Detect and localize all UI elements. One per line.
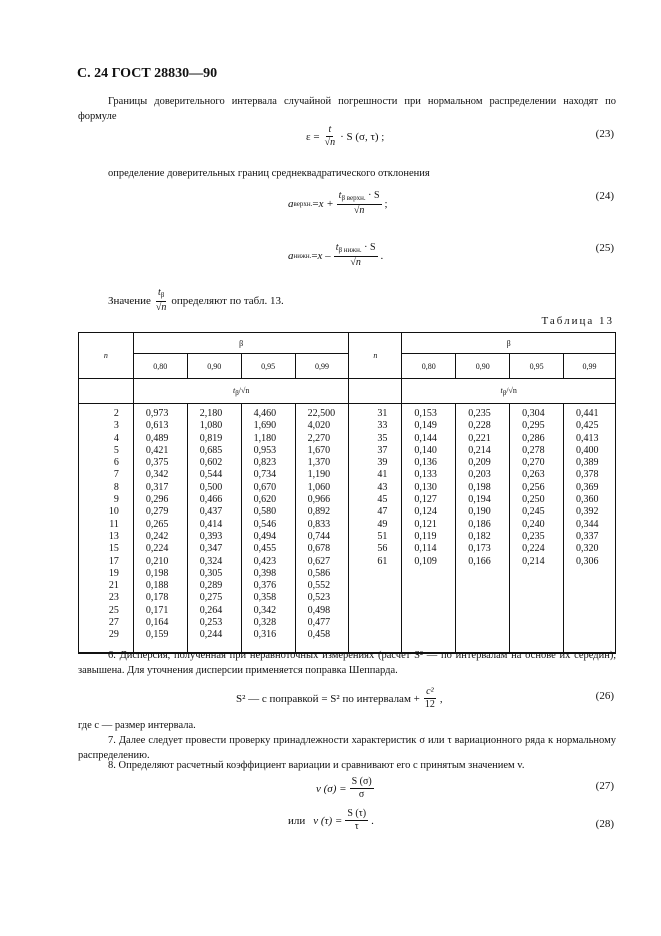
beta-header-left: β (133, 333, 349, 354)
formula-24 (288, 190, 388, 217)
column-099-right (564, 404, 616, 653)
formula-28-tail: . (371, 814, 374, 827)
table-cell: 2 (113, 408, 119, 419)
table-cell: 0,392 (576, 506, 599, 518)
table-cell: 0,190 (468, 506, 491, 518)
formula-27 (316, 776, 377, 801)
formula-25-numerator (334, 242, 378, 257)
formula-25-lhs: a (288, 249, 294, 262)
table-cell: 0,286 (522, 432, 545, 444)
table-cell: 0,734 (253, 469, 277, 481)
value-note-pre: Значение (108, 294, 151, 307)
table-cell: 19 (108, 567, 119, 579)
formula-25-x: x – (317, 249, 331, 262)
table-cell: 0,210 (145, 555, 169, 567)
table-cell: 0,214 (522, 555, 545, 567)
formula-23-fraction (323, 124, 338, 149)
table-cell: 0,375 (145, 457, 169, 469)
formula-26-numerator: c² (426, 686, 434, 697)
col-n-right: n (349, 333, 402, 379)
formula-26-fraction (423, 686, 437, 711)
table-cell: 0,186 (468, 518, 491, 530)
table-cell: 0,819 (199, 432, 223, 444)
beta-090-right: 0,90 (456, 354, 510, 379)
table-cell: 8 (113, 481, 119, 493)
n-subheader-right (349, 379, 402, 404)
table-cell: 0,296 (145, 494, 169, 506)
table-cell: 0,389 (576, 457, 599, 469)
table-cell: 0,823 (253, 457, 277, 469)
formula-25-tail: . (380, 249, 384, 262)
table-cell: 0,477 (307, 617, 331, 629)
table-cell: 5 (113, 444, 119, 456)
table-cell: 1,190 (307, 469, 331, 481)
formula-28 (288, 808, 374, 833)
formula-25-t: t (335, 242, 339, 253)
table-cell: 0,209 (468, 457, 491, 469)
table-cell: 0,347 (199, 543, 223, 555)
table-cell: 0,586 (307, 567, 331, 579)
table-cell: 1,060 (307, 481, 331, 493)
table-cell: 0,198 (145, 567, 169, 579)
table-cell: 1,370 (307, 457, 331, 469)
table-cell: 0,552 (307, 580, 331, 592)
table-cell: 0,242 (145, 530, 169, 542)
table-cell: 0,214 (468, 444, 491, 456)
table-cell: 0,627 (307, 555, 331, 567)
table-cell: 0,235 (468, 408, 491, 419)
ratio-t-left: t (232, 385, 236, 395)
paragraph-std-bounds: определение доверительных границ среднеквадратического отклонения (108, 168, 430, 179)
table-cell: 0,317 (145, 481, 169, 493)
table-cell: 0,328 (253, 617, 277, 629)
formula-28-numerator: S (τ) (347, 808, 367, 819)
paragraph-normality-check: 7. Далее следует провести проверку принадлежности характеристик σ или τ вариационного ряда к нормальному распределению. (78, 735, 616, 761)
formula-23 (306, 124, 384, 149)
table-cell: 0,685 (199, 444, 223, 456)
table-cell: 0,265 (145, 518, 169, 530)
table-cell: 13 (108, 530, 119, 542)
beta-095-left: 0,95 (241, 354, 295, 379)
table-cell: 0,342 (253, 604, 277, 616)
table-cell: 0,240 (522, 518, 545, 530)
table-cell: 21 (108, 580, 119, 592)
table-cell: 3 (113, 420, 119, 432)
ratio-beta-left: β (235, 388, 239, 397)
table-cell: 0,224 (522, 543, 545, 555)
formula-23-numerator: t (328, 124, 332, 135)
table-cell: 22,500 (307, 408, 336, 419)
table-cell: 0,306 (576, 555, 599, 567)
table-cell: 0,114 (414, 543, 437, 555)
table-cell: 56 (377, 543, 388, 555)
value-note-denominator: √n (155, 302, 167, 313)
table-cell: 0,182 (468, 530, 491, 542)
formula-24-numerator (337, 190, 382, 205)
formula-25-fraction (334, 242, 378, 269)
ratio-beta-right: β (502, 388, 507, 397)
table-cell: 0,221 (468, 432, 491, 444)
table-cell: 0,253 (199, 617, 223, 629)
beta-095-right: 0,95 (510, 354, 564, 379)
table-cell: 0,149 (414, 420, 437, 432)
table-cell: 41 (377, 469, 388, 481)
column-080-right (402, 404, 456, 653)
table-cell: 0,140 (414, 444, 437, 456)
table-cell: 0,224 (145, 543, 169, 555)
table-cell: 2,270 (307, 432, 331, 444)
table-cell: 17 (108, 555, 119, 567)
table-cell: 0,393 (199, 530, 223, 542)
formula-25-denominator: √n (350, 257, 361, 268)
table-cell: 4 (113, 432, 119, 444)
table-cell: 1,180 (253, 432, 277, 444)
paragraph-variation: 8. Определяют расчетный коэффициент вариации и сравнивают его с принятым значением v. (108, 760, 525, 771)
table-cell: 1,670 (307, 444, 331, 456)
col-n-left: n (79, 333, 134, 379)
table-cell: 0,376 (253, 580, 277, 592)
table-cell: 43 (377, 481, 388, 493)
table-cell: 0,620 (253, 494, 277, 506)
table-cell: 0,144 (414, 432, 437, 444)
table-cell: 23 (108, 592, 119, 604)
value-note-fraction (154, 287, 169, 314)
table-cell: 0,744 (307, 530, 331, 542)
table-cell: 4,020 (307, 420, 331, 432)
formula-28-pre: или (288, 814, 306, 827)
table-cell: 0,344 (576, 518, 599, 530)
ratio-t-right: t (500, 385, 503, 395)
table-cell: 0,892 (307, 506, 331, 518)
table-cell: 33 (377, 420, 388, 432)
table-cell: 2,180 (199, 408, 223, 419)
table-cell: 0,275 (199, 592, 223, 604)
table-cell: 0,425 (576, 420, 599, 432)
formula-27-fraction (350, 776, 374, 801)
table-cell: 0,173 (468, 543, 491, 555)
formula-23-lhs: ε = (306, 130, 320, 143)
table-cell: 0,305 (199, 567, 223, 579)
formula-25-equals: = (311, 249, 318, 262)
table-cell: 4,460 (253, 408, 277, 419)
formula-24-lhs-subscript: верхн. (293, 199, 313, 208)
table-cell: 49 (377, 518, 388, 530)
table-cell: 0,670 (253, 481, 277, 493)
column-090-right (456, 404, 510, 653)
table-cell: 0,378 (576, 469, 599, 481)
table-cell: 29 (108, 629, 119, 641)
equation-number-25: (25) (595, 242, 614, 254)
table-cell: 11 (109, 518, 119, 530)
formula-24-t: t (338, 190, 342, 201)
formula-25-t-subscript: β нижн. (338, 246, 362, 254)
table-cell: 27 (108, 617, 119, 629)
formula-25 (288, 242, 383, 269)
table-cell: 0,494 (253, 530, 277, 542)
table-cell: 0,369 (576, 481, 599, 493)
table-cell: 0,133 (414, 469, 437, 481)
table-cell: 0,360 (576, 494, 599, 506)
beta-099-left: 0,99 (295, 354, 349, 379)
equation-number-27: (27) (595, 780, 614, 792)
formula-24-x: x + (318, 197, 334, 210)
column-n-right (349, 404, 402, 653)
formula-27-lhs: v (σ) = (316, 782, 347, 795)
table-cell: 0,263 (522, 469, 545, 481)
table-cell: 0,953 (253, 444, 277, 456)
page-header: С. 24 ГОСТ 28830—90 (77, 66, 218, 81)
formula-26-denominator: 12 (424, 699, 435, 710)
value-note-numerator (156, 287, 166, 302)
formula-25-numerator-tail: · S (361, 242, 376, 253)
column-095-right (510, 404, 564, 653)
equation-number-26: (26) (595, 690, 614, 702)
table-cell: 0,500 (199, 481, 223, 493)
table-cell: 0,455 (253, 543, 277, 555)
table-cell: 47 (377, 506, 388, 518)
table-cell: 0,544 (199, 469, 223, 481)
beta-099-right: 0,99 (564, 354, 616, 379)
table-cell: 0,400 (576, 444, 599, 456)
formula-25-lhs-subscript: нижн. (293, 251, 312, 260)
table-cell: 0,166 (468, 555, 491, 567)
table-cell: 0,171 (145, 604, 169, 616)
table-cell: 0,264 (199, 604, 223, 616)
table-cell: 0,320 (576, 543, 599, 555)
value-note-post: определяют по табл. 13. (171, 294, 284, 307)
table-cell: 0,441 (576, 408, 599, 419)
paragraph-intro: Границы доверительного интервала случайной погрешности при нормальном распределении находят по формуле (78, 96, 616, 122)
table-cell: 0,973 (145, 408, 169, 419)
beta-header-right: β (402, 333, 616, 354)
table-cell: 0,127 (414, 494, 437, 506)
table-cell: 0,466 (199, 494, 223, 506)
table-cell: 0,164 (145, 617, 169, 629)
formula-24-numerator-tail: · S (365, 190, 380, 201)
table-cell: 0,398 (253, 567, 277, 579)
table-cell: 0,244 (199, 629, 223, 641)
table-cell: 1,690 (253, 420, 277, 432)
column-095-left (241, 404, 295, 653)
table-cell: 0,119 (414, 530, 437, 542)
table-cell: 0,228 (468, 420, 491, 432)
formula-28-fraction (345, 808, 368, 833)
table-cell: 0,124 (414, 506, 437, 518)
table-cell: 0,523 (307, 592, 331, 604)
formula-24-equals: = (312, 197, 319, 210)
table-cell: 0,130 (414, 481, 437, 493)
table-cell: 0,833 (307, 518, 331, 530)
ratio-header-right (402, 379, 616, 404)
formula-28-lhs: v (τ) = (313, 814, 343, 827)
table-cell: 0,295 (522, 420, 545, 432)
paragraph-value-note (108, 287, 284, 314)
formula-24-t-subscript: β верхн. (341, 194, 366, 202)
table-cell: 0,342 (145, 469, 169, 481)
value-note-t: t (158, 287, 161, 298)
table-cell: 0,159 (145, 629, 169, 641)
formula-26 (236, 686, 443, 711)
column-090-left (187, 404, 241, 653)
table-cell: 0,423 (253, 555, 277, 567)
beta-090-left: 0,90 (187, 354, 241, 379)
table-cell: 0,414 (199, 518, 223, 530)
table-cell: 0,136 (414, 457, 437, 469)
table-cell: 39 (377, 457, 388, 469)
table-cell: 0,580 (253, 506, 277, 518)
beta-080-left: 0,80 (133, 354, 187, 379)
table-cell: 0,235 (522, 530, 545, 542)
table-cell: 45 (377, 494, 388, 506)
formula-27-denominator: σ (358, 789, 365, 800)
table-cell: 0,279 (145, 506, 169, 518)
table-cell: 6 (113, 457, 119, 469)
table-cell: 0,153 (414, 408, 437, 419)
table-cell: 0,289 (199, 580, 223, 592)
table-cell: 0,188 (145, 580, 169, 592)
ratio-sqrt-left: /√n (238, 385, 250, 395)
formula-27-numerator: S (σ) (351, 776, 372, 787)
table-cell: 0,337 (576, 530, 599, 542)
table-cell: 0,421 (145, 444, 169, 456)
table-cell: 31 (377, 408, 388, 419)
table-cell: 0,194 (468, 494, 491, 506)
table-cell: 1,080 (199, 420, 223, 432)
table-cell: 37 (377, 444, 388, 456)
ratio-header-left (133, 379, 349, 404)
table-cell: 7 (113, 469, 119, 481)
table-cell: 0,109 (414, 555, 437, 567)
beta-080-right: 0,80 (402, 354, 456, 379)
table-cell: 0,613 (145, 420, 169, 432)
table-cell: 0,304 (522, 408, 545, 419)
table-cell: 0,602 (199, 457, 223, 469)
table-cell: 0,316 (253, 629, 277, 641)
table-cell: 0,121 (414, 518, 437, 530)
formula-23-denominator: √n (324, 137, 336, 148)
equation-number-24: (24) (595, 190, 614, 202)
table-cell: 0,324 (199, 555, 223, 567)
table-cell: 9 (113, 494, 119, 506)
table-cell: 0,458 (307, 629, 331, 641)
paragraph-interval-size: где c — размер интервала. (78, 720, 196, 731)
table-cell: 0,270 (522, 457, 545, 469)
table-cell: 25 (108, 604, 119, 616)
formula-28-denominator: τ (354, 821, 359, 832)
table-cell: 0,250 (522, 494, 545, 506)
value-note-t-subscript: β (160, 291, 165, 299)
formula-24-lhs: a (288, 197, 294, 210)
table-caption: Таблица 13 (541, 315, 614, 327)
paragraph-dispersion: 6. Дисперсия, полученная при неравноточных измерениях (расчет S² — по интервалам на основе их середин), завышена. Для уточнения дисперсии применяется поправка Шеппарда. (78, 650, 616, 676)
table-cell: 61 (377, 555, 388, 567)
table-cell: 0,498 (307, 604, 331, 616)
table-cell: 10 (108, 506, 119, 518)
column-080-left (133, 404, 187, 653)
n-subheader-left (79, 379, 134, 404)
column-099-left (295, 404, 349, 653)
table-cell: 0,198 (468, 481, 491, 493)
formula-24-denominator: √n (353, 205, 365, 216)
formula-26-tail: , (439, 692, 443, 705)
table-13 (78, 332, 616, 654)
table-cell: 0,437 (199, 506, 223, 518)
equation-number-28: (28) (595, 818, 614, 830)
table-cell: 0,413 (576, 432, 599, 444)
table-cell: 0,256 (522, 481, 545, 493)
table-cell: 15 (108, 543, 119, 555)
table-cell: 0,203 (468, 469, 491, 481)
table-cell: 0,245 (522, 506, 545, 518)
table-cell: 51 (377, 530, 388, 542)
table-cell: 0,278 (522, 444, 545, 456)
table-cell: 0,358 (253, 592, 277, 604)
formula-24-tail: ; (384, 197, 388, 210)
formula-24-fraction (337, 190, 382, 217)
table-cell: 0,546 (253, 518, 277, 530)
ratio-sqrt-right: /√n (506, 385, 517, 395)
table-cell: 0,178 (145, 592, 169, 604)
table-cell: 0,489 (145, 432, 169, 444)
column-n-left (79, 404, 134, 653)
table-cell: 0,678 (307, 543, 331, 555)
equation-number-23: (23) (595, 128, 614, 140)
table-cell: 0,966 (307, 494, 331, 506)
formula-26-lhs: S² — с поправкой = S² по интервалам + (236, 692, 420, 705)
table-cell: 35 (377, 432, 388, 444)
formula-23-rhs: · S (σ, τ) ; (340, 130, 385, 143)
